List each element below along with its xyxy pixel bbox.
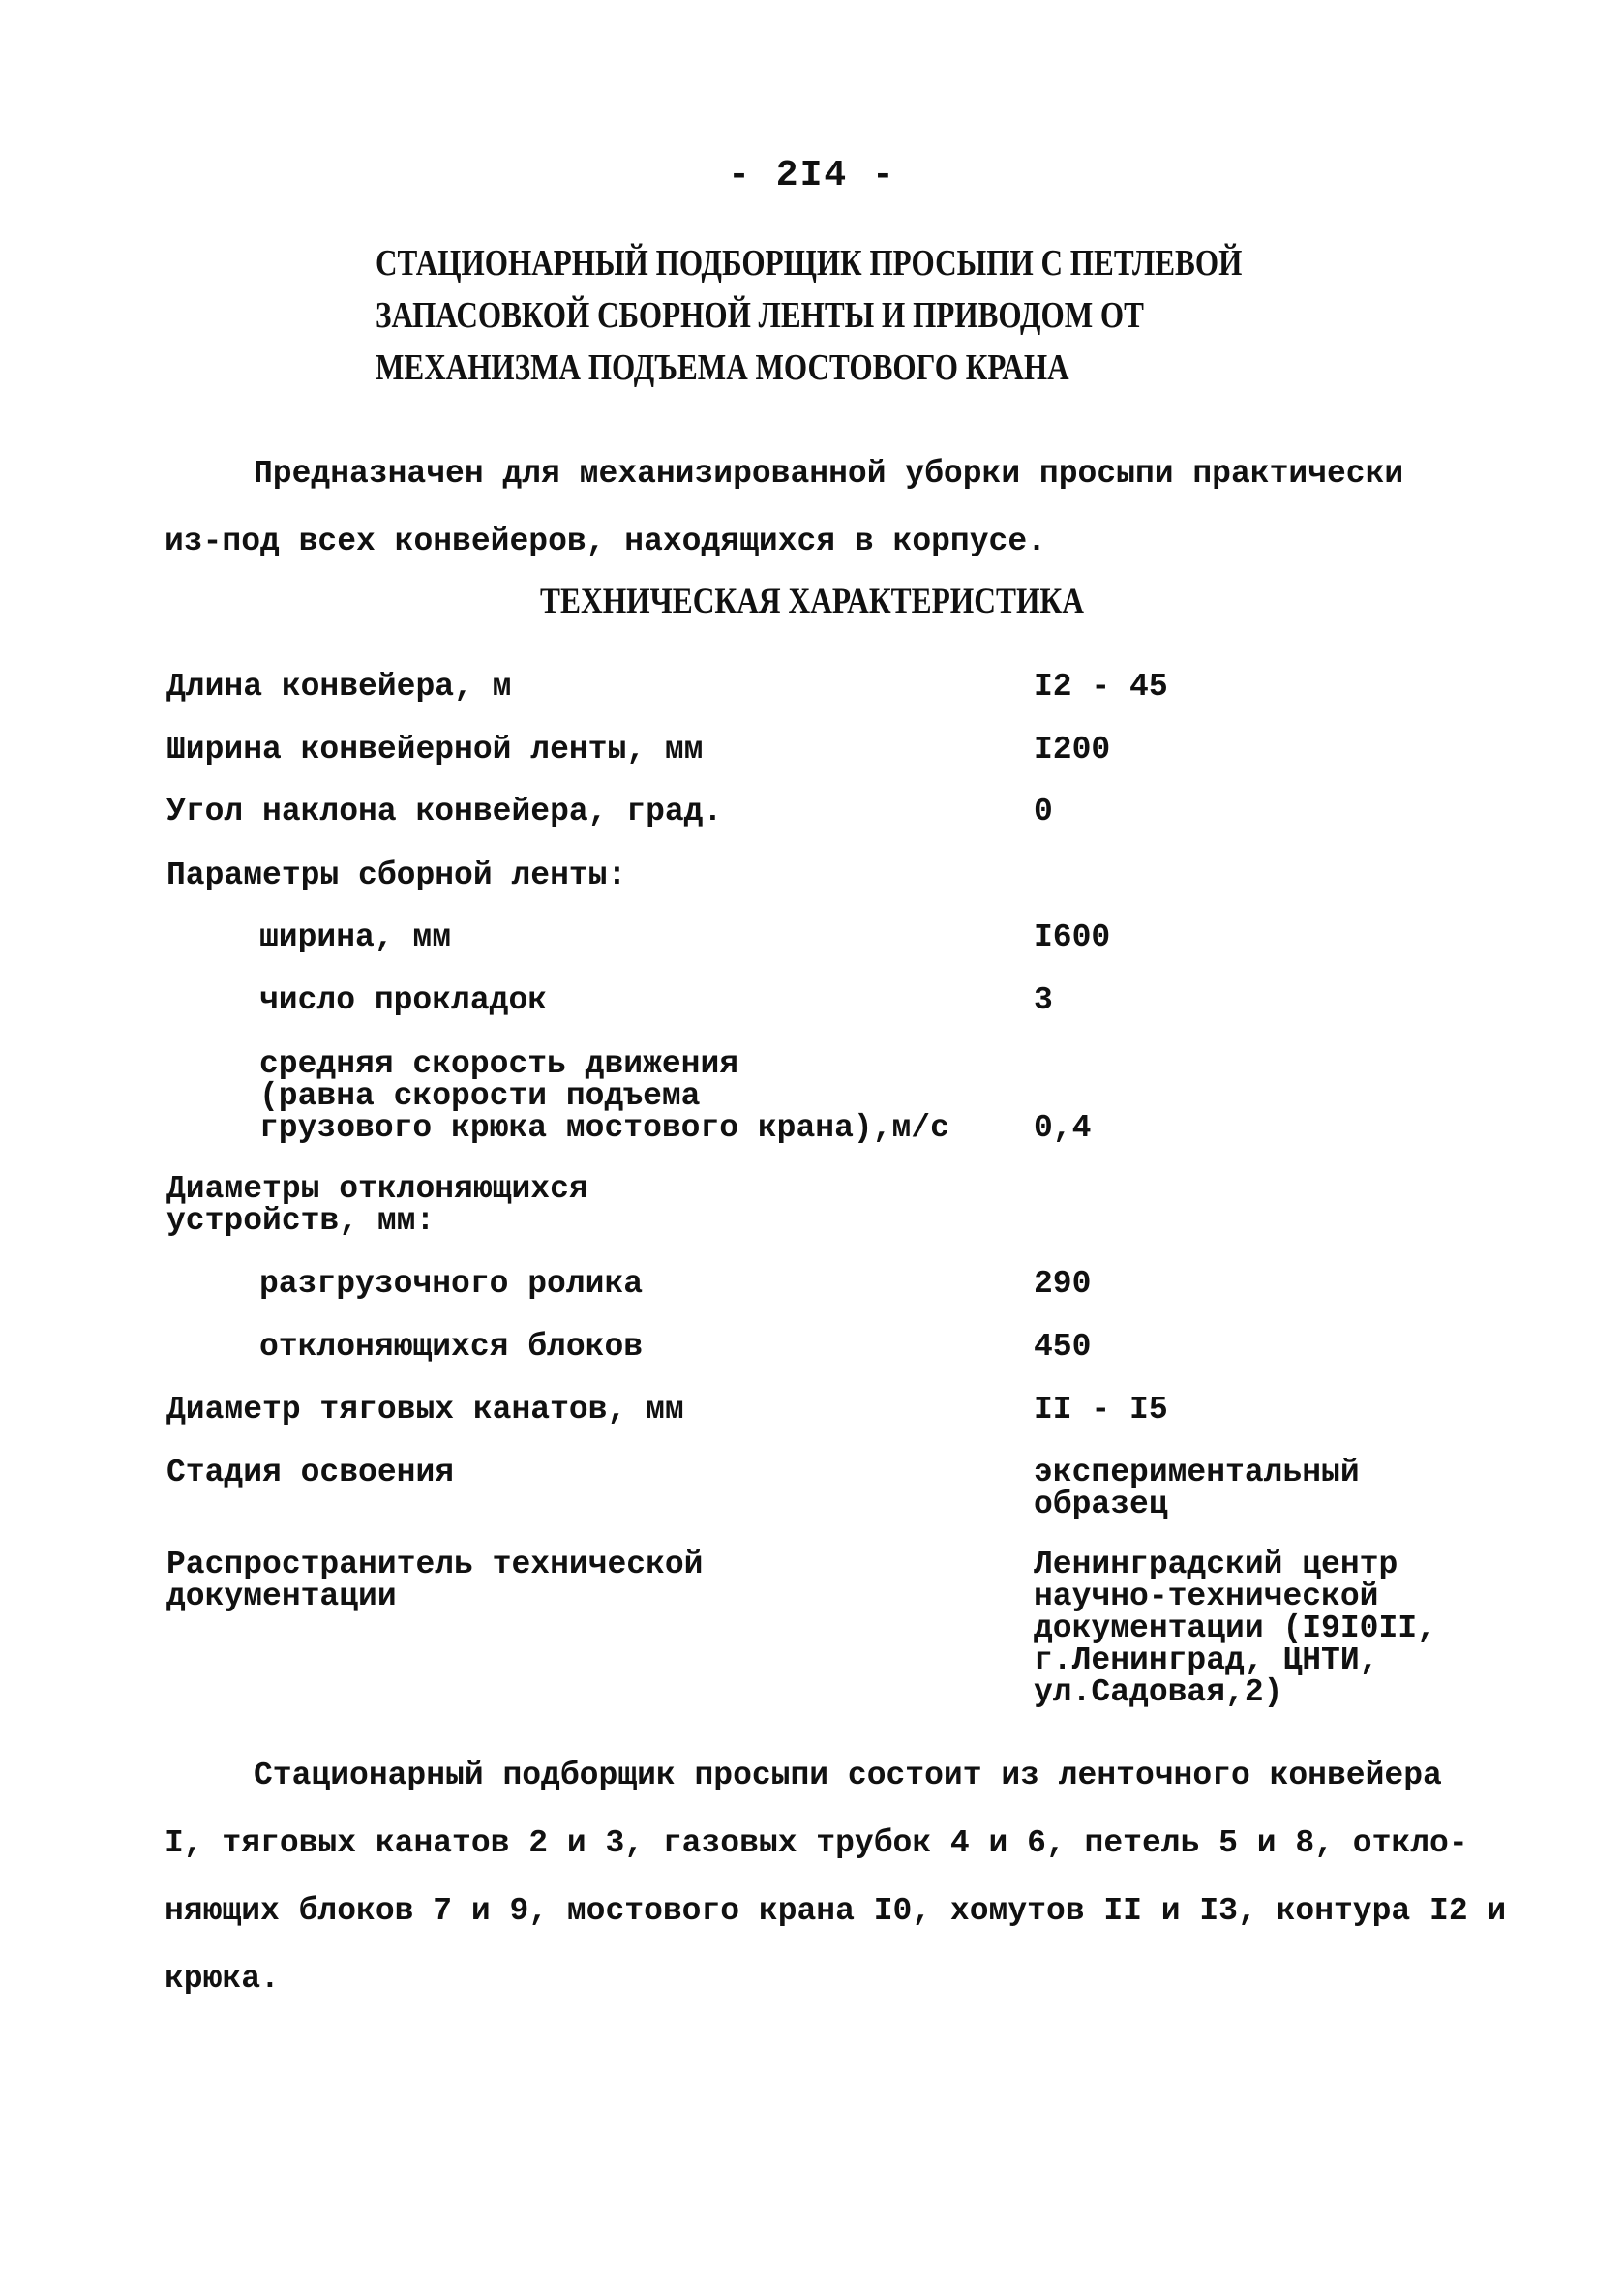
spec-label: Длина конвейера, м — [166, 669, 512, 705]
spec-label: отклоняющихся блоков — [259, 1329, 644, 1365]
spec-label: Ширина конвейерной ленты, мм — [166, 732, 704, 767]
spec-label: разгрузочного ролика — [259, 1266, 644, 1302]
spec-value: I2 - 45 — [1034, 669, 1168, 705]
spec-value: I200 — [1034, 732, 1111, 767]
spec-value: 0 — [1034, 794, 1053, 829]
spec-value: 3 — [1034, 982, 1053, 1018]
section-heading: ТЕХНИЧЕСКАЯ ХАРАКТЕРИСТИКА — [540, 582, 1084, 621]
intro-paragraph — [165, 440, 1481, 576]
intro-line: из-под всех конвейеров, находящихся в корпусе. — [165, 524, 1046, 559]
description-line: крюка. — [165, 1961, 280, 1997]
spec-label — [259, 1048, 949, 1144]
spec-label: Стадия освоения — [166, 1455, 455, 1490]
spec-value: II - I5 — [1034, 1392, 1168, 1428]
description-paragraph — [165, 1742, 1507, 2013]
spec-value-line: Ленинградский центр — [1034, 1547, 1398, 1582]
description-line: Стационарный подборщик просыпи состоит из ленточного конвейера — [254, 1758, 1442, 1793]
spec-label-line: Диаметры отклоняющихся — [166, 1171, 588, 1207]
spec-label — [166, 1173, 588, 1237]
description-line: I, тяговых канатов 2 и 3, газовых трубок 4 и 6, петель 5 и 8, откло- — [165, 1825, 1468, 1861]
spec-label-line: грузового крюка мостового крана),м/с — [259, 1110, 949, 1146]
spec-label-line: средняя скорость движения — [259, 1046, 739, 1082]
title-line: СТАЦИОНАРНЫЙ ПОДБОРЩИК ПРОСЫПИ С ПЕТЛЕВОЙ — [376, 243, 1243, 284]
title-line: ЗАПАСОВКОЙ СБОРНОЙ ЛЕНТЫ И ПРИВОДОМ ОТ — [376, 295, 1144, 336]
spec-label: число прокладок — [259, 982, 548, 1018]
title-line: МЕХАНИЗМА ПОДЪЕМА МОСТОВОГО КРАНА — [376, 347, 1069, 388]
spec-label: ширина, мм — [259, 919, 452, 955]
page-number: - 2I4 - — [728, 155, 896, 196]
spec-value: 290 — [1034, 1266, 1092, 1302]
spec-label: Угол наклона конвейера, град. — [166, 794, 723, 829]
intro-line: Предназначен для механизированной уборки просыпи практически — [254, 456, 1404, 492]
spec-label: Диаметр тяговых канатов, мм — [166, 1392, 684, 1428]
spec-value-line: экспериментальный — [1034, 1455, 1360, 1490]
spec-label-line: Распространитель технической — [166, 1547, 704, 1582]
spec-value-line: ул.Садовая,2) — [1034, 1674, 1283, 1710]
spec-value: I600 — [1034, 919, 1111, 955]
spec-value — [1034, 1457, 1360, 1520]
spec-label: Параметры сборной ленты: — [166, 857, 627, 893]
spec-label-line: устройств, мм: — [166, 1203, 436, 1239]
spec-value-line: образец — [1034, 1487, 1168, 1522]
description-line: няющих блоков 7 и 9, мостового крана I0, хомутов II и I3, контура I2 и — [165, 1893, 1507, 1929]
spec-value-line: документации (I9I0II, — [1034, 1610, 1436, 1646]
document-title — [376, 237, 1248, 394]
spec-label-line: (равна скорости подъема — [259, 1078, 701, 1114]
spec-value-line: г.Ленинград, ЦНТИ, — [1034, 1642, 1379, 1678]
spec-value: 450 — [1034, 1329, 1092, 1365]
spec-label-line: документации — [166, 1579, 397, 1614]
spec-label — [166, 1549, 704, 1612]
spec-value-line: научно-технической — [1034, 1579, 1379, 1614]
spec-value: 0,4 — [1034, 1110, 1092, 1146]
spec-value — [1034, 1549, 1436, 1708]
